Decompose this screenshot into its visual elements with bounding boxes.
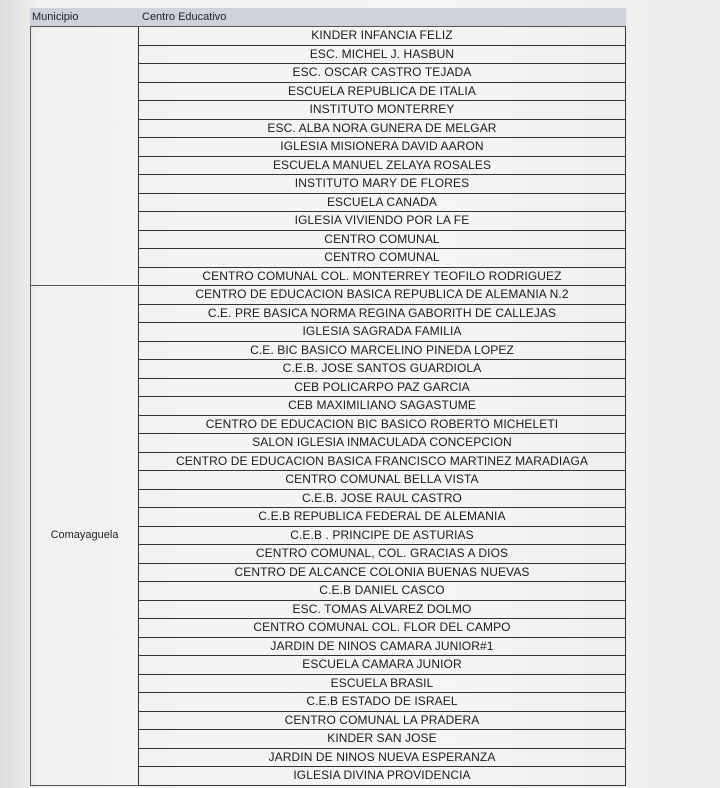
table-row: JARDIN DE NINOS CAMARA JUNIOR#1 [139,638,625,657]
table-row: CENTRO COMUNAL [139,231,625,250]
table-header [30,8,626,27]
table-row: ESCUELA REPUBLICA DE ITALIA [139,83,625,102]
table-row: CENTRO COMUNAL [139,249,625,268]
table-row: JARDIN DE NINOS NUEVA ESPERANZA [139,749,625,768]
header-centro-educativo: Centro Educativo [142,11,227,23]
municipio-column [30,27,138,786]
table-row: CENTRO COMUNAL, COL. GRACIAS A DIOS [139,545,625,564]
table-row: CENTRO COMUNAL COL. FLOR DEL CAMPO [139,619,625,638]
table-row: SALON IGLESIA INMACULADA CONCEPCION [139,434,625,453]
table-row: ESCUELA BRASIL [139,675,625,694]
table-row: C.E.B . PRINCIPE DE ASTURIAS [139,527,625,546]
municipio-name: Comayaguela [50,529,119,542]
table-row: ESC. OSCAR CASTRO TEJADA [139,64,625,83]
table-row: CENTRO COMUNAL COL. MONTERREY TEOFILO RODRIGUEZ [139,268,625,287]
table-row: IGLESIA VIVIENDO POR LA FE [139,212,625,231]
table-body [30,27,626,786]
municipio-group [31,27,138,286]
centro-column [138,27,626,786]
table-row: C.E. BIC BASICO MARCELINO PINEDA LOPEZ [139,342,625,361]
table-row: C.E.B. JOSE SANTOS GUARDIOLA [139,360,625,379]
centros-table [30,8,626,786]
table-row: C.E.B. JOSE RAUL CASTRO [139,490,625,509]
table-row: CENTRO DE EDUCACION BIC BASICO ROBERTO MICHELETI [139,416,625,435]
municipio-group [31,286,138,786]
table-row: C.E.B REPUBLICA FEDERAL DE ALEMANIA [139,508,625,527]
table-row: CEB MAXIMILIANO SAGASTUME [139,397,625,416]
table-row: C.E.B ESTADO DE ISRAEL [139,693,625,712]
table-row: INSTITUTO MONTERREY [139,101,625,120]
table-row: IGLESIA DIVINA PROVIDENCIA [139,767,625,786]
table-row: ESCUELA CAMARA JUNIOR [139,656,625,675]
table-row: ESC. ALBA NORA GUNERA DE MELGAR [139,120,625,139]
table-row: KINDER SAN JOSE [139,730,625,749]
table-row: INSTITUTO MARY DE FLORES [139,175,625,194]
table-row: CENTRO COMUNAL LA PRADERA [139,712,625,731]
header-municipio: Municipio [32,11,79,23]
table-row: C.E.B DANIEL CASCO [139,582,625,601]
table-row: KINDER INFANCIA FELIZ [139,27,625,46]
table-row: CENTRO DE EDUCACION BASICA REPUBLICA DE ALEMANIA N.2 [139,286,625,305]
table-row: ESCUELA MANUEL ZELAYA ROSALES [139,157,625,176]
table-row: ESCUELA CANADA [139,194,625,213]
table-row: CEB POLICARPO PAZ GARCIA [139,379,625,398]
table-row: CENTRO DE ALCANCE COLONIA BUENAS NUEVAS [139,564,625,583]
table-row: ESC. MICHEL J. HASBUN [139,46,625,65]
table-row: ESC. TOMAS ALVAREZ DOLMO [139,601,625,620]
table-row: CENTRO DE EDUCACION BASICA FRANCISCO MARTINEZ MARADIAGA [139,453,625,472]
table-row: C.E. PRE BASICA NORMA REGINA GABORITH DE CALLEJAS [139,305,625,324]
table-row: IGLESIA SAGRADA FAMILIA [139,323,625,342]
table-row: IGLESIA MISIONERA DAVID AARON [139,138,625,157]
table-row: CENTRO COMUNAL BELLA VISTA [139,471,625,490]
